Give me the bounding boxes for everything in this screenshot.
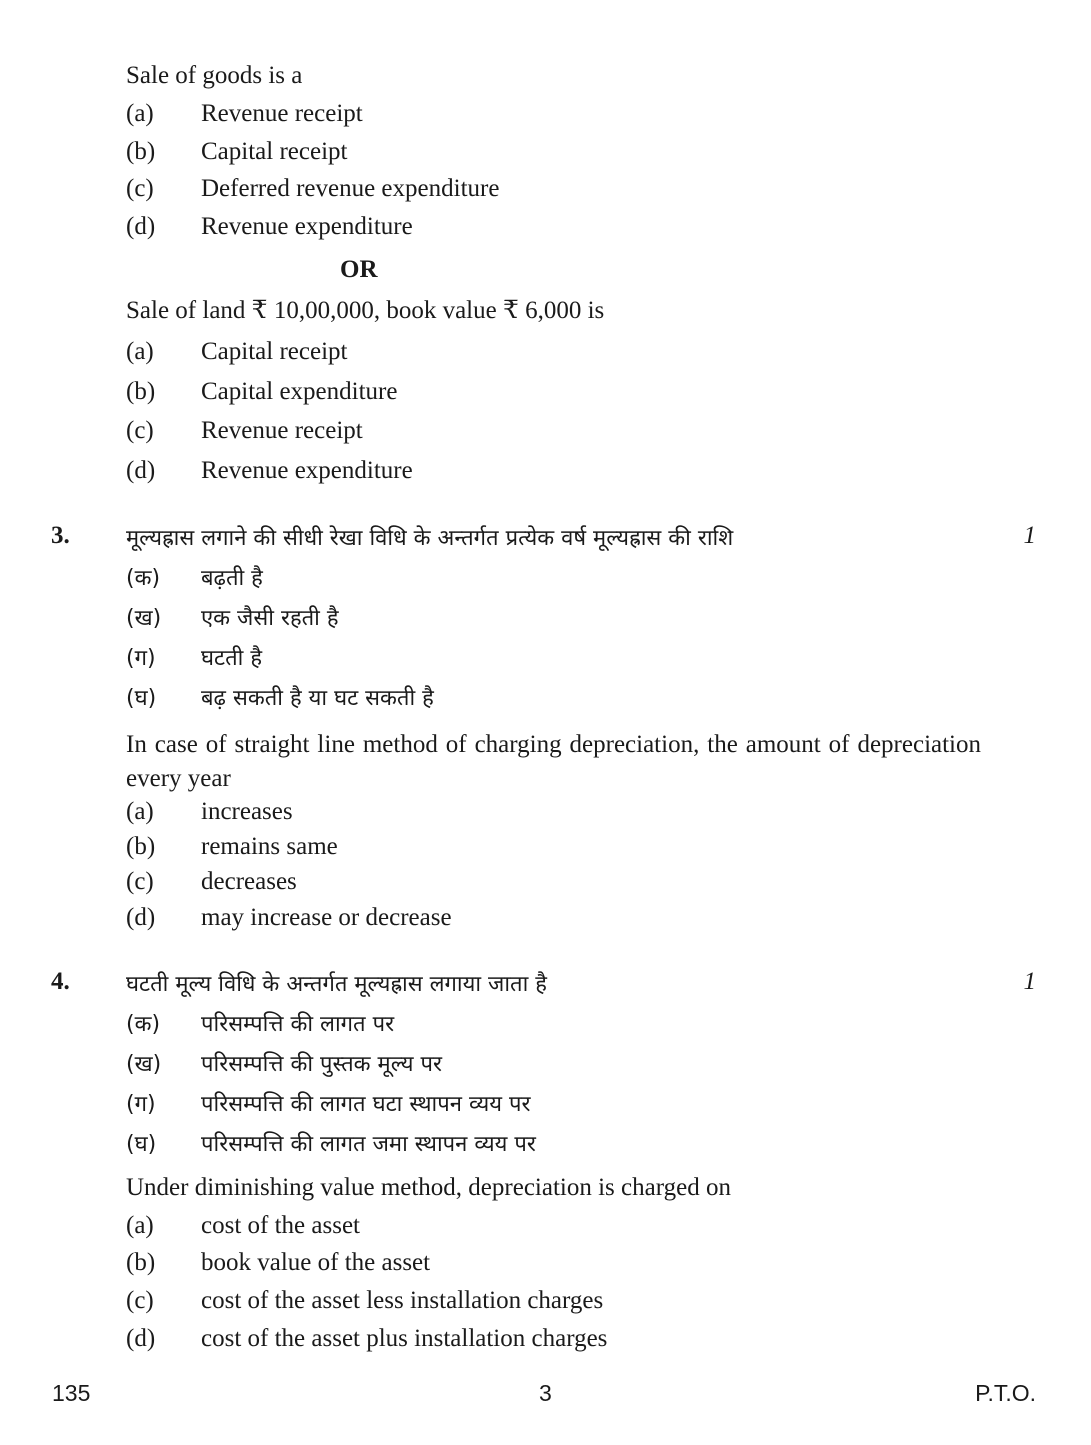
q4-english-option-a-text: cost of the asset [201,1212,360,1239]
q2-alt-stem: Sale of land ₹ 10,00,000, book value ₹ 6,000 is [126,297,605,324]
q2-alt-option-b-label: (b) [126,378,156,405]
q3-hindi-stem: मूल्यह्रास लगाने की सीधी रेखा विधि के अन्तर्गत प्रत्येक वर्ष मूल्यह्रास की राशि [126,526,734,551]
footer-page-number: 3 [539,1380,552,1406]
q4-marks: 1 [1023,968,1036,995]
q4-hindi-option-ga-text: परिसम्पत्ति की लागत घटा स्थापन व्यय पर [201,1092,531,1117]
q2-alt-option-a-label: (a) [126,338,154,365]
q2-option-d-text: Revenue expenditure [201,213,413,240]
q3-english-option-a-text: increases [201,798,293,825]
q3-english-option-d-label: (d) [126,904,156,931]
q4-hindi-option-ka-text: परिसम्पत्ति की लागत पर [201,1012,395,1037]
q2-alt-option-d-label: (d) [126,457,156,484]
q2-option-a-label: (a) [126,100,154,127]
q3-english-stem: In case of straight line method of charging depreciation, the amount of depreciation every year [126,731,981,792]
q3-english-option-c-text: decreases [201,868,297,895]
q2-alt-option-c-text: Revenue receipt [201,417,363,444]
q2-stem: Sale of goods is a [126,62,303,89]
q2-option-b-text: Capital receipt [201,138,348,165]
q4-english-option-a-label: (a) [126,1212,154,1239]
q4-english-option-b-text: book value of the asset [201,1249,431,1276]
q2-alt-option-c-label: (c) [126,417,154,444]
q4-english-option-b-label: (b) [126,1249,156,1276]
q4-english-option-c-label: (c) [126,1287,154,1314]
footer-pto: P.T.O. [975,1380,1036,1406]
q3-hindi-option-ga-text: घटती है [201,646,263,671]
q2-option-c-text: Deferred revenue expenditure [201,175,500,202]
q2-option-c-label: (c) [126,175,154,202]
q4-hindi-stem: घटती मूल्य विधि के अन्तर्गत मूल्यह्रास लगाया जाता है [126,972,547,997]
q3-english-option-b-text: remains same [201,833,338,860]
q2-option-a-text: Revenue receipt [201,100,363,127]
q4-english-option-c-text: cost of the asset less installation charges [201,1287,604,1314]
q3-hindi-option-kha-label: (ख) [126,606,162,631]
footer-paper-code: 135 [52,1380,91,1406]
q3-hindi-option-gha-label: (घ) [126,686,157,711]
q3-hindi-option-gha-text: बढ़ सकती है या घट सकती है [201,686,434,711]
q4-number: 4. [51,968,70,995]
q4-hindi-option-kha-label: (ख) [126,1052,162,1077]
q3-english-option-d-text: may increase or decrease [201,904,452,931]
q3-hindi-option-ka-label: (क) [126,566,161,591]
or-separator: OR [340,256,378,283]
q2-alt-option-b-text: Capital expenditure [201,378,398,405]
q3-english-option-b-label: (b) [126,833,156,860]
q2-option-b-label: (b) [126,138,156,165]
q3-hindi-option-ka-text: बढ़ती है [201,566,263,591]
q4-english-option-d-text: cost of the asset plus installation charges [201,1325,608,1352]
q4-hindi-option-gha-text: परिसम्पत्ति की लागत जमा स्थापन व्यय पर [201,1132,536,1157]
q4-hindi-option-gha-label: (घ) [126,1132,157,1157]
q3-hindi-option-ga-label: (ग) [126,646,156,671]
q4-hindi-option-ka-label: (क) [126,1012,161,1037]
q2-alt-option-a-text: Capital receipt [201,338,348,365]
q3-english-option-c-label: (c) [126,868,154,895]
q3-english-option-a-label: (a) [126,798,154,825]
q4-english-stem: Under diminishing value method, depreciation is charged on [126,1174,731,1201]
q4-hindi-option-ga-label: (ग) [126,1092,156,1117]
q2-option-d-label: (d) [126,213,156,240]
q3-number: 3. [51,522,70,549]
q4-hindi-option-kha-text: परिसम्पत्ति की पुस्तक मूल्य पर [201,1052,442,1077]
q3-marks: 1 [1023,522,1036,549]
q3-hindi-option-kha-text: एक जैसी रहती है [201,606,339,631]
q2-alt-option-d-text: Revenue expenditure [201,457,413,484]
q4-english-option-d-label: (d) [126,1325,156,1352]
